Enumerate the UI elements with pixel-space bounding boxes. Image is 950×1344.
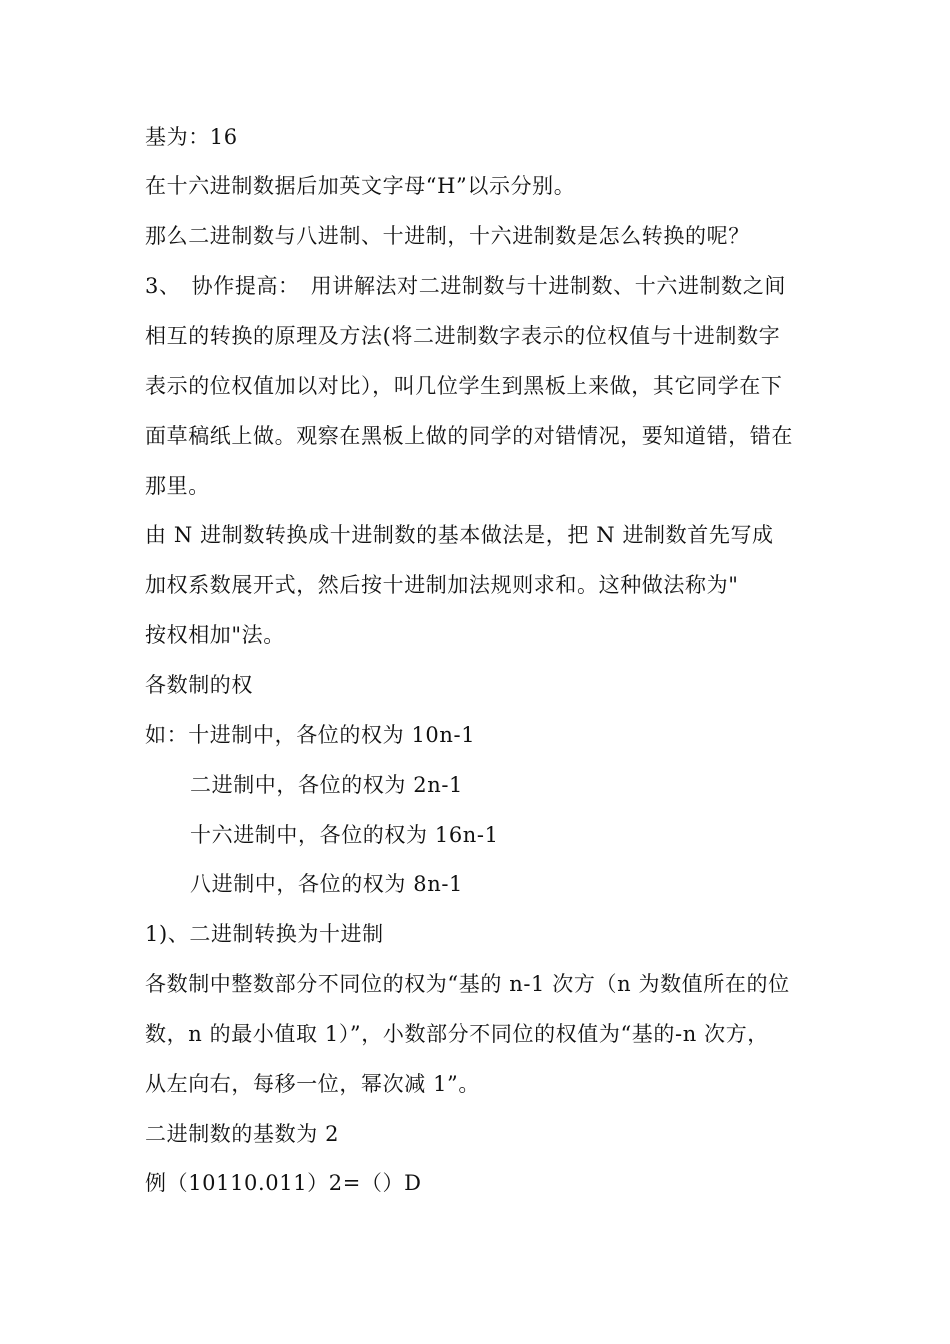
text-line-weighted-expansion: 加权系数展开式，然后按十进制加法规则求和。这种做法称为" xyxy=(145,573,739,597)
text-line-example: 例（10110.011）2=（）D xyxy=(145,1171,422,1195)
text-line-section-3: 3、 协作提高： 用讲解法对二进制数与十进制数、十六进制数之间 xyxy=(145,274,786,298)
text-line-binary-to-decimal-heading: 1)、二进制转换为十进制 xyxy=(145,922,384,946)
text-line-n-base-conversion: 由 N 进制数转换成十进制数的基本做法是，把 N 进制数首先写成 xyxy=(145,523,774,547)
text-line-octal-weight: 八进制中，各位的权为 8n-1 xyxy=(190,872,464,896)
text-line-weights-heading: 各数制的权 xyxy=(145,673,253,697)
text-line-hex-suffix: 在十六进制数据后加英文字母“H”以示分别。 xyxy=(145,174,576,198)
text-line-decimal-weight: 如：十进制中，各位的权为 10n-1 xyxy=(145,723,476,747)
text-line-observe: 面草稿纸上做。观察在黑板上做的同学的对错情况，要知道错，错在 xyxy=(145,424,793,448)
text-line-binary-base: 二进制数的基数为 2 xyxy=(145,1122,340,1146)
text-line-fraction-weight-rule: 数，n 的最小值取 1）”，小数部分不同位的权值为“基的-n 次方， xyxy=(145,1022,769,1046)
text-line-method: 相互的转换的原理及方法(将二进制数字表示的位权值与十进制数字 xyxy=(145,324,781,348)
text-line-left-to-right: 从左向右，每移一位，幂次减 1”。 xyxy=(145,1072,480,1096)
text-line-hex-weight: 十六进制中，各位的权为 16n-1 xyxy=(190,823,499,847)
text-line-base-16: 基为：16 xyxy=(145,125,238,149)
text-line-integer-weight-rule: 各数制中整数部分不同位的权为“基的 n-1 次方（n 为数值所在的位 xyxy=(145,972,790,996)
text-line-comparison: 表示的位权值加以对比），叫几位学生到黑板上来做，其它同学在下 xyxy=(145,374,783,398)
text-line-weight-sum: 按权相加"法。 xyxy=(145,623,285,647)
text-line-where: 那里。 xyxy=(145,474,210,498)
text-line-binary-weight: 二进制中，各位的权为 2n-1 xyxy=(190,773,464,797)
text-line-question: 那么二进制数与八进制、十进制，十六进制数是怎么转换的呢？ xyxy=(145,224,750,248)
